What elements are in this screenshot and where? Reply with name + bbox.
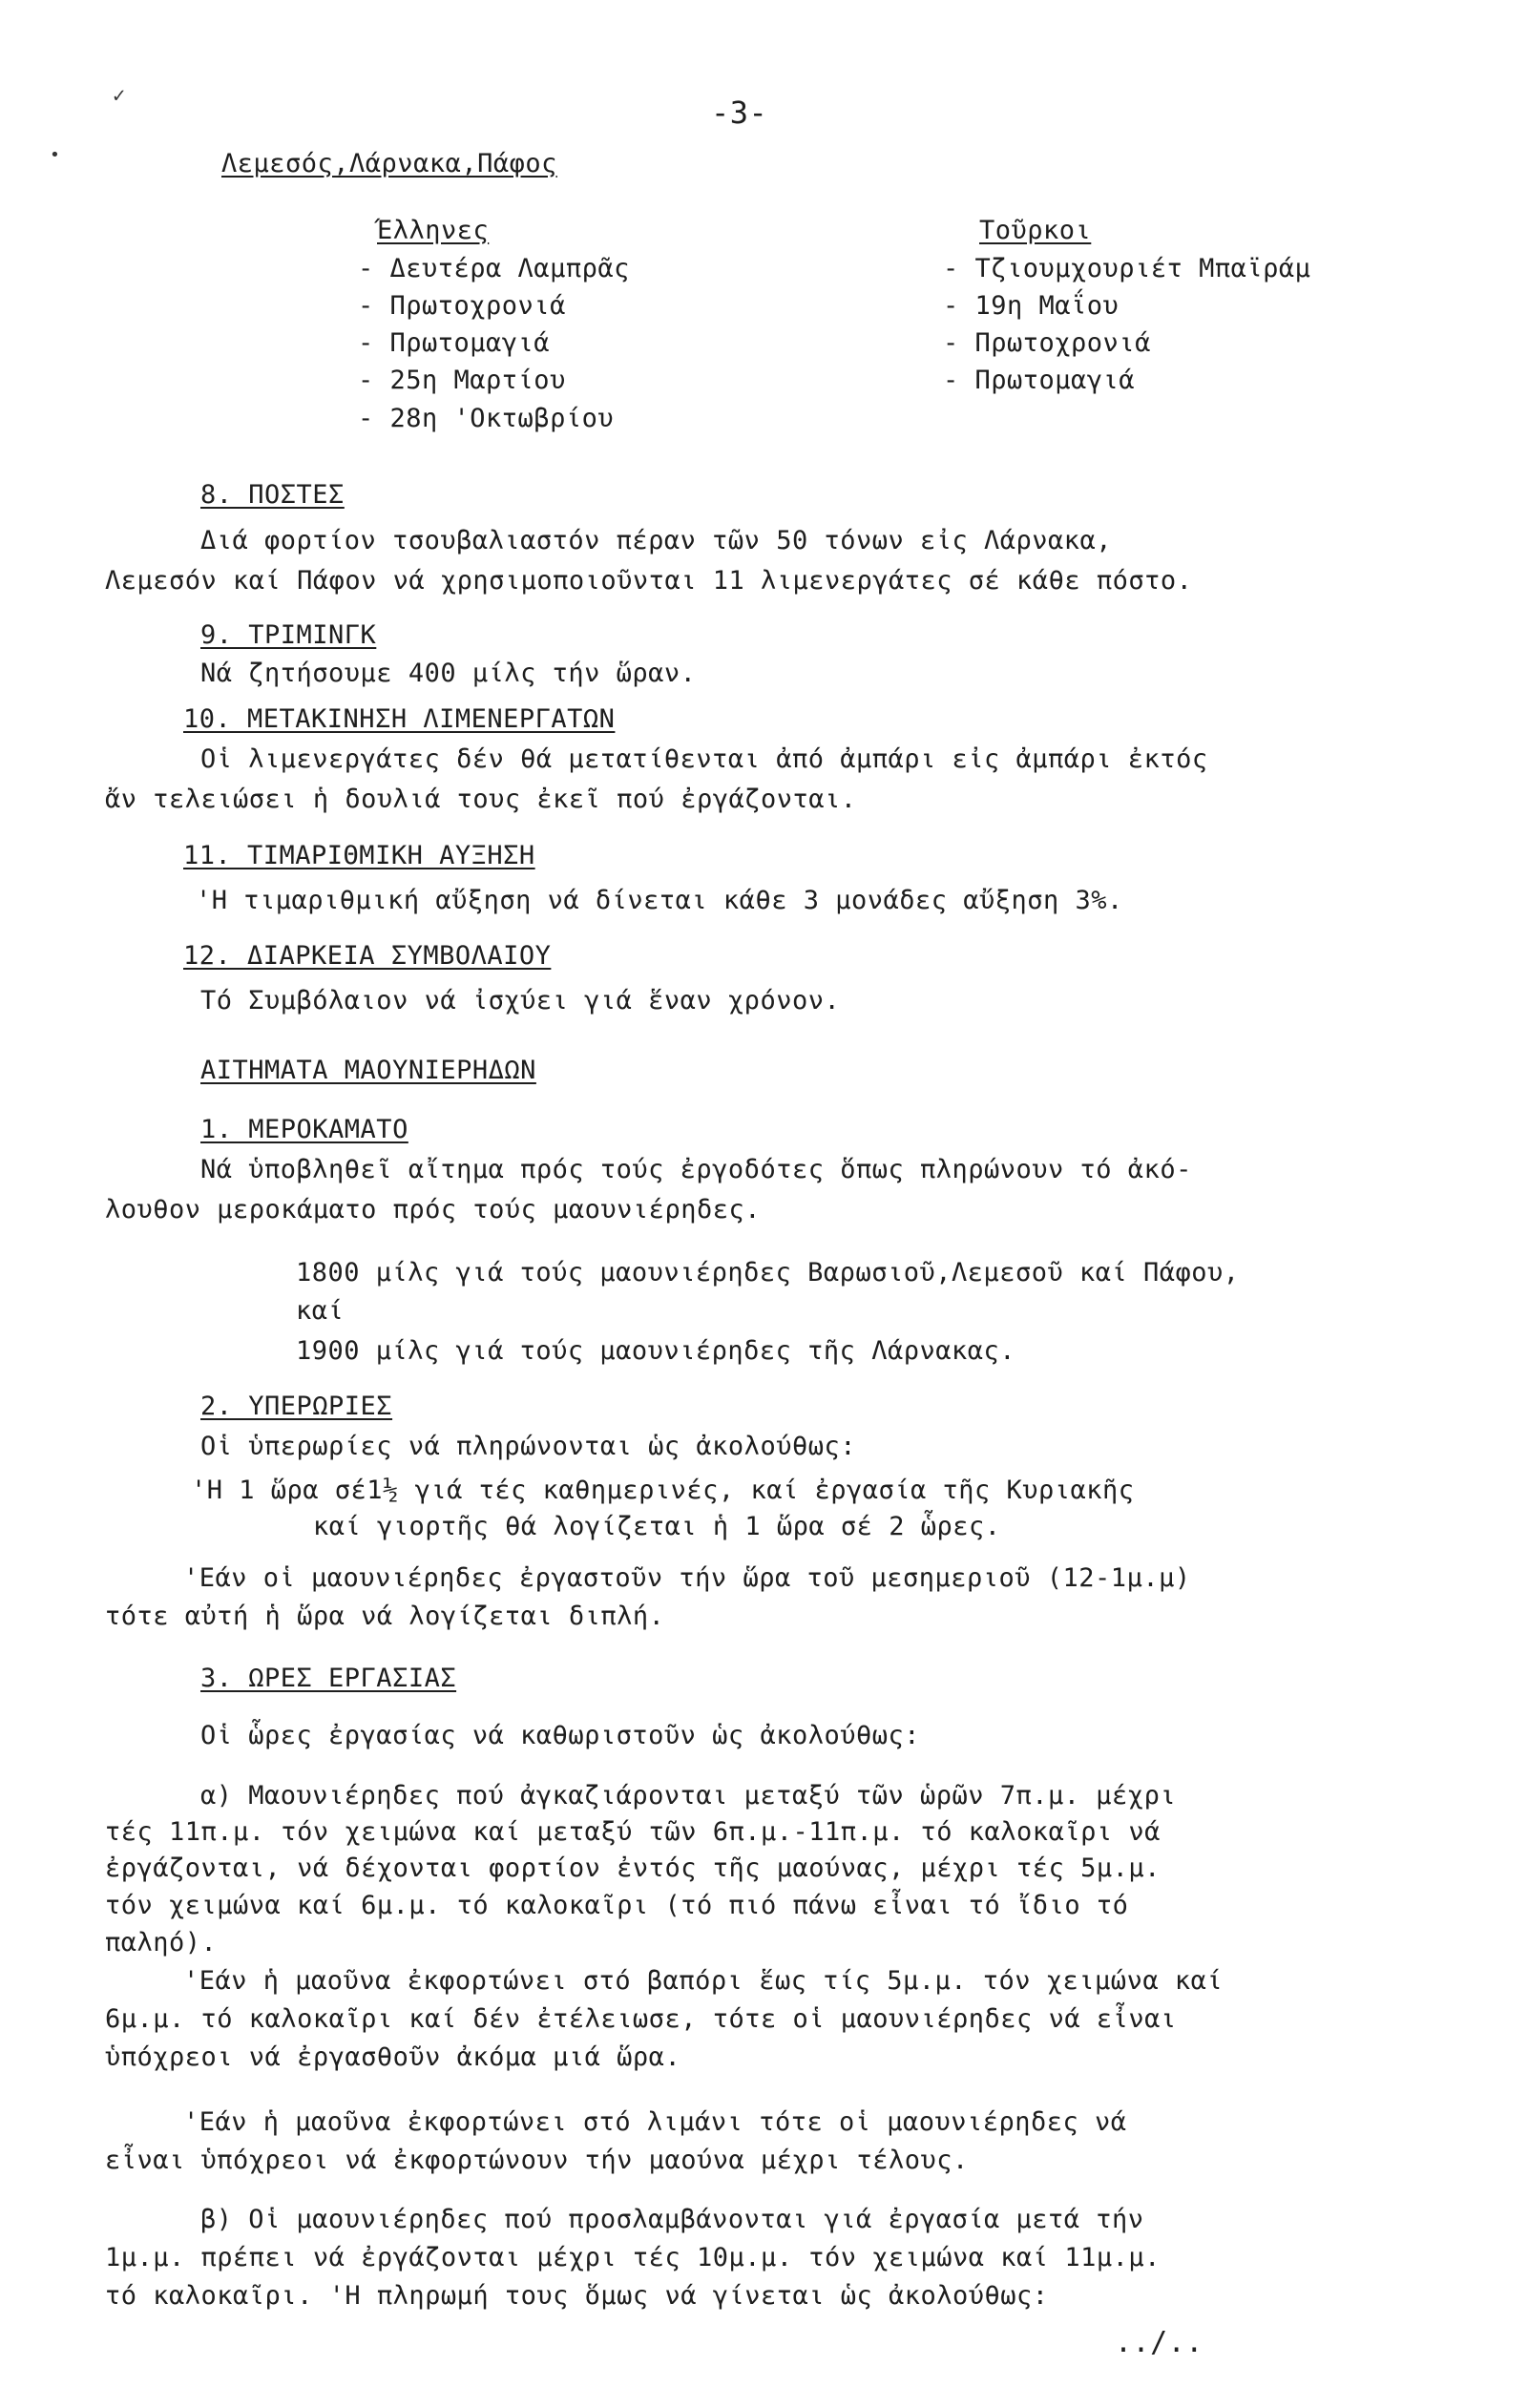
demand-1-line: 1800 μίλς γιά τούς μαουνιέρηδες Βαρωσιοῦ,Λεμεσοῦ καί Πάφου,: [296, 1258, 1240, 1288]
greek-holiday-item: - 28η 'Οκτωβρίου: [358, 404, 615, 433]
bullet-mark-icon: •: [50, 145, 60, 165]
greek-holiday-item: - Πρωτοχρονιά: [358, 291, 566, 321]
demand-3-line: 1μ.μ. πρέπει νά ἐργάζονται μέχρι τές 10μ.μ. τόν χειμώνα καί 11μ.μ.: [105, 2243, 1161, 2272]
demand-1-line: 1900 μίλς γιά τούς μαουνιέρηδες τῆς Λάρνακας.: [296, 1336, 1015, 1366]
section-10-line: ἄν τελειώσει ἡ δουλιά τους ἐκεῖ πού ἐργάζονται.: [105, 785, 857, 814]
section-11-heading: 11. ΤΙΜΑΡΙΘΜΙΚΗ ΑΥΞΗΣΗ: [183, 841, 535, 870]
demand-3-line: Οἱ ὧρες ἐργασίας νά καθωριστοῦν ὡς ἀκολούθως:: [200, 1721, 920, 1750]
demand-3-line: τό καλοκαῖρι. 'Η πληρωμή τους ὅμως νά γίνεται ὡς ἀκολούθως:: [105, 2281, 1049, 2311]
demand-2-line: καί γιορτῆς θά λογίζεται ἡ 1 ὥρα σέ 2 ὧρες.: [313, 1512, 1001, 1541]
greek-holiday-item: - Πρωτομαγιά: [358, 328, 551, 358]
page-number: -3-: [711, 94, 768, 131]
section-9-heading: 9. ΤΡΙΜΙΝΓΚ: [200, 620, 377, 650]
section-8-line: Λεμεσόν καί Πάφον νά χρησιμοποιοῦνται 11 λιμενεργάτες σέ κάθε πόστο.: [105, 566, 1193, 596]
demand-3-line: β) Οἱ μαουνιέρηδες πού προσλαμβάνονται γιά ἐργασία μετά τήν: [200, 2205, 1144, 2234]
section-10-heading: 10. ΜΕΤΑΚΙΝΗΣΗ ΛΙΜΕΝΕΡΓΑΤΩΝ: [183, 704, 616, 734]
demand-2-line: 'Εάν οἱ μαουνιέρηδες ἐργαστοῦν τήν ὥρα τοῦ μεσημεριοῦ (12-1μ.μ): [183, 1563, 1191, 1593]
demand-3-line: εἶναι ὑπόχρεοι νά ἐκφορτώνουν τήν μαούνα μέχρι τέλους.: [105, 2146, 969, 2175]
section-11-line: 'Η τιμαριθμική αὔξηση νά δίνεται κάθε 3 μονάδες αὔξηση 3%.: [196, 886, 1123, 915]
turks-title: Τοῦρκοι: [979, 216, 1092, 245]
demands-title: ΑΙΤΗΜΑΤΑ ΜΑΟΥΝΙΕΡΗΔΩΝ: [200, 1056, 536, 1085]
turkish-holiday-item: - Πρωτομαγιά: [943, 366, 1136, 395]
demand-1-line: Νά ὑποβληθεῖ αἴτημα πρός τούς ἐργοδότες ὅπως πληρώνουν τό ἀκό-: [200, 1155, 1192, 1184]
demand-1-line: λουθον μεροκάματο πρός τούς μαουνιέρηδες.: [105, 1195, 761, 1225]
demand-3-line: παληό).: [105, 1928, 218, 1958]
section-8-line: Διά φορτίον τσουβαλιαστόν πέραν τῶν 50 τόνων εἰς Λάρνακα,: [200, 526, 1113, 555]
continuation-mark: ../..: [1115, 2326, 1204, 2359]
section-9-line: Νά ζητήσουμε 400 μίλς τήν ὥραν.: [200, 659, 697, 688]
demand-3-line: ἐργάζονται, νά δέχονται φορτίον ἐντός τῆς μαούνας, μέχρι τές 5μ.μ.: [105, 1853, 1161, 1883]
turkish-holiday-item: - 19η Μαΐου: [943, 291, 1120, 321]
demand-3-heading: 3. ΩΡΕΣ ΕΡΓΑΣΙΑΣ: [200, 1664, 457, 1693]
demand-3-line: α) Μαουνιέρηδες πού ἀγκαζιάρονται μεταξύ τῶν ὡρῶν 7π.μ. μέχρι: [200, 1781, 1177, 1811]
demand-1-line: καί: [296, 1296, 345, 1326]
demand-3-line: τόν χειμώνα καί 6μ.μ. τό καλοκαῖρι (τό πιό πάνω εἶναι τό ἴδιο τό: [105, 1891, 1129, 1920]
demand-2-heading: 2. ΥΠΕΡΩΡΙΕΣ: [200, 1392, 393, 1421]
greek-holiday-item: - Δευτέρα Λαμπρᾶς: [358, 254, 630, 283]
demand-3-line: 6μ.μ. τό καλοκαῖρι καί δέν ἐτέλειωσε, τότε οἱ μαουνιέρηδες νά εἶναι: [105, 2004, 1177, 2034]
region-header: Λεμεσός,Λάρνακα,Πάφος: [221, 149, 557, 178]
section-12-line: Τό Συμβόλαιον νά ἰσχύει γιά ἕναν χρόνον.: [200, 986, 841, 1016]
turkish-holiday-item: - Τζιουμχουριέτ Μπαϊράμ: [943, 254, 1311, 283]
greek-holiday-item: - 25η Μαρτίου: [358, 366, 566, 395]
demand-2-line: 'Η 1 ὥρα σέ1½ γιά τές καθημερινές, καί ἐργασία τῆς Κυριακῆς: [191, 1476, 1135, 1505]
demand-1-heading: 1. ΜΕΡΟΚΑΜΑΤΟ: [200, 1115, 408, 1144]
check-mark-icon: ✓: [113, 84, 126, 108]
demand-3-line: 'Εάν ἡ μαοῦνα ἐκφορτώνει στό λιμάνι τότε οἱ μαουνιέρηδες νά: [183, 2107, 1127, 2137]
demand-3-line: ὑπόχρεοι νά ἐργασθοῦν ἀκόμα μιά ὥρα.: [105, 2042, 681, 2072]
section-12-heading: 12. ΔΙΑΡΚΕΙΑ ΣΥΜΒΟΛΑΙΟΥ: [183, 941, 552, 971]
demand-2-line: τότε αὐτή ἡ ὥρα νά λογίζεται διπλή.: [105, 1602, 665, 1631]
demand-2-line: Οἱ ὑπερωρίες νά πληρώνονται ὡς ἀκολούθως:: [200, 1432, 856, 1461]
section-10-line: Οἱ λιμενεργάτες δέν θά μετατίθενται ἀπό ἀμπάρι εἰς ἀμπάρι ἐκτός: [200, 744, 1208, 774]
greeks-title: Έλληνες: [377, 216, 490, 245]
demand-3-line: τές 11π.μ. τόν χειμώνα καί μεταξύ τῶν 6π.μ.-11π.μ. τό καλοκαῖρι νά: [105, 1817, 1161, 1847]
section-8-heading: 8. ΠΟΣΤΕΣ: [200, 480, 345, 510]
turkish-holiday-item: - Πρωτοχρονιά: [943, 328, 1151, 358]
demand-3-line: 'Εάν ἡ μαοῦνα ἐκφορτώνει στό βαπόρι ἕως τίς 5μ.μ. τόν χειμώνα καί: [183, 1966, 1224, 1996]
